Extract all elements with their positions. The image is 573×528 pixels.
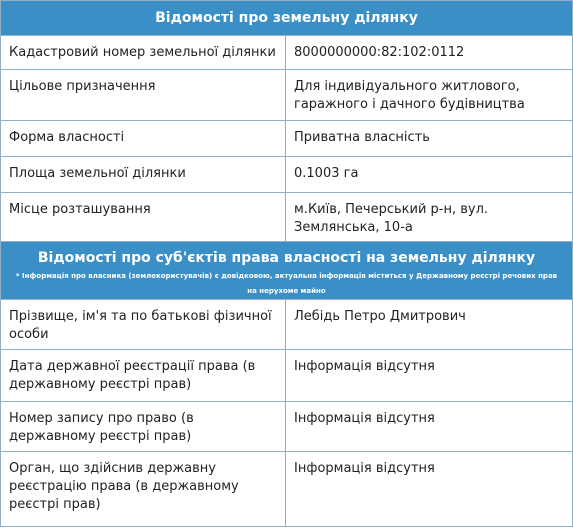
table-row-registration-authority bbox=[1, 452, 572, 526]
owners-section-header bbox=[1, 242, 572, 300]
table-row-registration-date bbox=[1, 350, 572, 402]
row-value: Інформація відсутня bbox=[294, 411, 435, 426]
table-row-purpose bbox=[1, 70, 572, 121]
row-value: м.Київ, Печерський р-н, вул. Землянська, 10-а bbox=[294, 202, 489, 235]
row-value: Приватна власність bbox=[294, 130, 430, 145]
row-label: Цільове призначення bbox=[1, 70, 286, 120]
row-label: Номер запису про право (в державному реєстрі прав) bbox=[1, 402, 286, 451]
row-label: Площа земельної ділянки bbox=[1, 157, 286, 192]
table-row-ownership-form bbox=[1, 121, 572, 157]
row-value: Лебідь Петро Дмитрович bbox=[294, 309, 466, 324]
row-value: 0.1003 га bbox=[294, 166, 359, 181]
land-plot-section-title: Відомості про земельну ділянку bbox=[1, 1, 572, 36]
row-value: Інформація відсутня bbox=[294, 359, 435, 374]
table-row-cadastral-number bbox=[1, 36, 572, 70]
table-row-area bbox=[1, 157, 572, 193]
row-label: Кадастровий номер земельної ділянки bbox=[1, 36, 286, 69]
owners-section-note: * Інформація про власника (землекористувачів) є довідковою, актуальна інформація міститься у Державному реєстрі речових прав на нерухоме майно bbox=[15, 272, 558, 295]
owners-section-title: Відомості про суб'єктів права власності на земельну ділянку bbox=[37, 250, 536, 266]
table-row-owner-name bbox=[1, 300, 572, 350]
row-label: Дата державної реєстрації права (в державному реєстрі прав) bbox=[1, 350, 286, 401]
row-label: Місце розташування bbox=[1, 193, 286, 241]
row-value: Інформація відсутня bbox=[294, 461, 435, 476]
table-row-location bbox=[1, 193, 572, 242]
row-label: Орган, що здійснив державну реєстрацію права (в державному реєстрі прав) bbox=[1, 452, 286, 526]
row-value: 8000000000:82:102:0112 bbox=[294, 45, 465, 60]
row-label: Форма власності bbox=[1, 121, 286, 156]
row-value: Для індивідуального житлового, гаражного і дачного будівництва bbox=[294, 79, 525, 112]
table-row-record-number bbox=[1, 402, 572, 452]
row-label: Прізвище, ім'я та по батькові фізичної особи bbox=[1, 300, 286, 349]
